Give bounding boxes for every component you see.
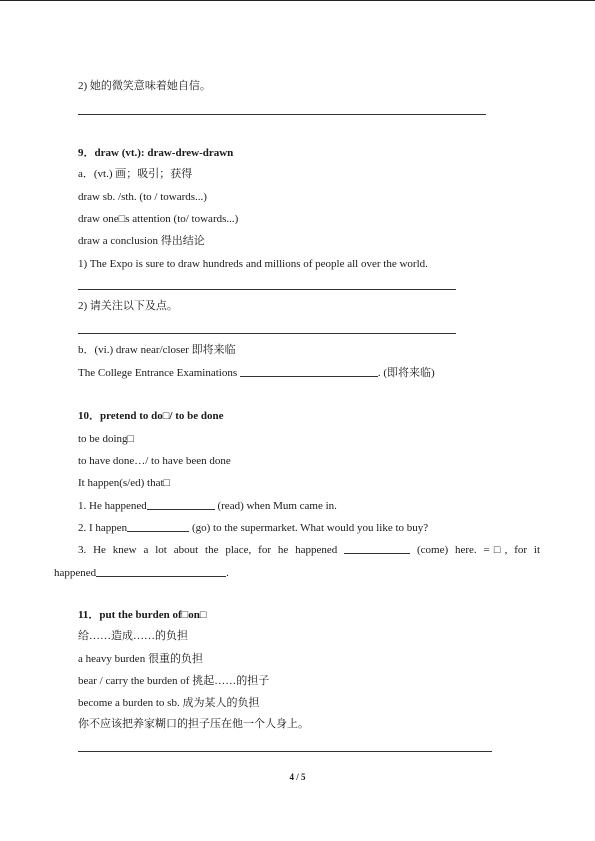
s10-heading: 10．pretend to do□/ to be done [78, 410, 224, 422]
word: 3. [78, 544, 87, 556]
s10-question-3-line-1 [78, 543, 540, 557]
fill-blank[interactable] [344, 543, 410, 554]
fill-blank[interactable] [240, 366, 378, 377]
s10-question-3-line-2 [54, 566, 229, 580]
s10-q2-text: 2. I happen [78, 522, 128, 534]
word: it [533, 544, 541, 556]
word: here. [454, 544, 477, 556]
top-border [0, 0, 595, 1]
word: a [143, 544, 149, 556]
s8-question-2: 2) 她的微笑意味着她自信。 [78, 80, 211, 92]
word: he [277, 544, 289, 556]
s9-q3-text: The College Entrance Examinations [78, 367, 238, 379]
word: the [205, 544, 219, 556]
fill-blank[interactable] [127, 521, 189, 532]
s9-q3-tail: . (即将来临) [377, 367, 435, 379]
s9-a-label: a．(vt.) 画；吸引；获得 [78, 168, 193, 180]
s10-q1-text: 1. He happened [78, 500, 147, 512]
s10-q3-cont: happened [54, 567, 97, 579]
s11-line-2: a heavy burden 很重的负担 [78, 653, 203, 665]
s10-question-1 [78, 499, 337, 513]
word: happened [295, 544, 338, 556]
word: place, [225, 544, 252, 556]
s10-line-3: It happen(s/ed) that□ [78, 477, 171, 489]
word: knew [112, 544, 137, 556]
answer-line[interactable] [78, 114, 486, 115]
s10-q3-end: . [226, 567, 229, 579]
s9-question-1: 1) The Expo is sure to draw hundreds and millions of people all over the world. [78, 258, 428, 270]
s9-question-3 [78, 366, 435, 380]
answer-line[interactable] [78, 289, 456, 290]
word: He [93, 544, 106, 556]
s10-line-2: to have done…/ to have been done [78, 455, 231, 467]
word: lot [155, 544, 167, 556]
s10-line-1: to be doing□ [78, 433, 135, 445]
fill-blank[interactable] [147, 499, 215, 510]
word: for [258, 544, 271, 556]
answer-line[interactable] [78, 333, 456, 334]
s10-question-2 [78, 521, 428, 535]
s11-line-3: bear / carry the burden of 挑起……的担子 [78, 675, 270, 687]
s9-line-2: draw one□s attention (to/ towards...) [78, 213, 239, 225]
s10-q1-tail: (read) when Mum came in. [214, 500, 337, 512]
s9-b-label: b．(vi.) draw near/closer 即将来临 [78, 344, 236, 356]
fill-blank[interactable] [96, 566, 226, 577]
s10-q2-tail: (go) to the supermarket. What would you like to buy? [189, 522, 429, 534]
s9-line-3: draw a conclusion 得出结论 [78, 235, 205, 247]
page-number: 4 / 5 [289, 772, 306, 782]
word: for [514, 544, 528, 556]
s9-heading: 9．draw (vt.): draw-drew-drawn [78, 147, 234, 159]
s11-line-4: become a burden to sb. 成为某人的负担 [78, 697, 260, 709]
answer-line[interactable] [78, 751, 492, 752]
word: (come) [416, 544, 449, 556]
s11-line-1: 给……造成……的负担 [78, 630, 188, 642]
word: about [173, 544, 199, 556]
s9-question-2: 2) 请关注以下及点。 [78, 300, 178, 312]
s11-question: 你不应该把养家糊口的担子压在他一个人身上。 [78, 718, 309, 730]
s9-line-1: draw sb. /sth. (to / towards...) [78, 191, 207, 203]
word: =□, [483, 544, 508, 556]
s11-heading: 11．put the burden of□on□ [78, 609, 207, 621]
